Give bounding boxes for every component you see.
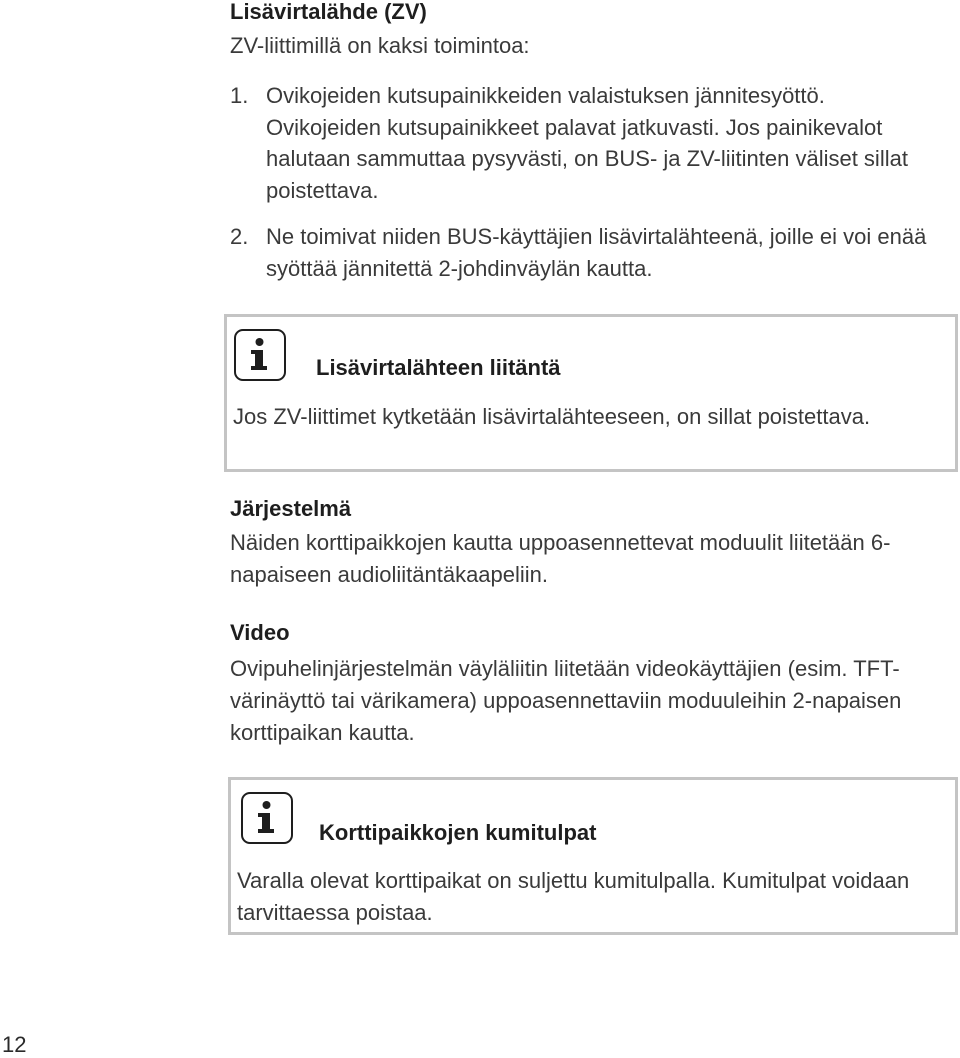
info-box-text: Jos ZV-liittimet kytketään lisävirtalähteeseen, on sillat poistettava. — [233, 404, 871, 429]
zv-functions-list — [230, 80, 945, 299]
list-item-number: 1. — [230, 83, 249, 108]
list-item-text: Ne toimivat niiden BUS-käyttäjien lisävirtalähteenä, joille ei voi enää syöttää jännitettä 2-johdinväylän kautta. — [266, 224, 927, 281]
info-icon — [234, 329, 286, 381]
section-zv-heading: Lisävirtalähde (ZV) — [230, 0, 427, 24]
info-box-zv-connection — [224, 314, 958, 472]
section-zv-intro: ZV-liittimillä on kaksi toimintoa: — [230, 33, 530, 58]
info-box-slot-plugs — [228, 777, 958, 935]
section-video-heading: Video — [230, 620, 290, 645]
page-number: 12 — [2, 1032, 27, 1057]
info-box-text: Varalla olevat korttipaikat on suljettu kumitulpalla. Kumitulpat voidaan tarvittaessa poistaa. — [237, 868, 910, 925]
info-box-title: Korttipaikkojen kumitulpat — [319, 820, 597, 845]
list-item — [230, 80, 945, 206]
info-box-title: Lisävirtalähteen liitäntä — [316, 355, 561, 380]
section-system-heading: Järjestelmä — [230, 496, 352, 521]
section-video-text: Ovipuhelinjärjestelmän väyläliitin liitetään videokäyttäjien (esim. TFT-värinäyttö tai värikamera) uppoasennettaviin moduuleihin 2-napaisen korttipaikan kautta. — [230, 656, 902, 745]
list-item — [230, 221, 945, 284]
section-system-text: Näiden korttipaikkojen kautta uppoasennettevat moduulit liitetään 6-napaiseen audioliitäntäkaapeliin. — [230, 530, 891, 587]
list-item-number: 2. — [230, 224, 249, 249]
info-icon — [241, 792, 293, 844]
list-item-text: Ovikojeiden kutsupainikkeiden valaistuksen jännitesyöttö. Ovikojeiden kutsupainikkeet palavat jatkuvasti. Jos painikevalot halutaan sammuttaa pysyvästi, on BUS- ja ZV-liitinten väliset sillat poistettava. — [266, 83, 908, 203]
